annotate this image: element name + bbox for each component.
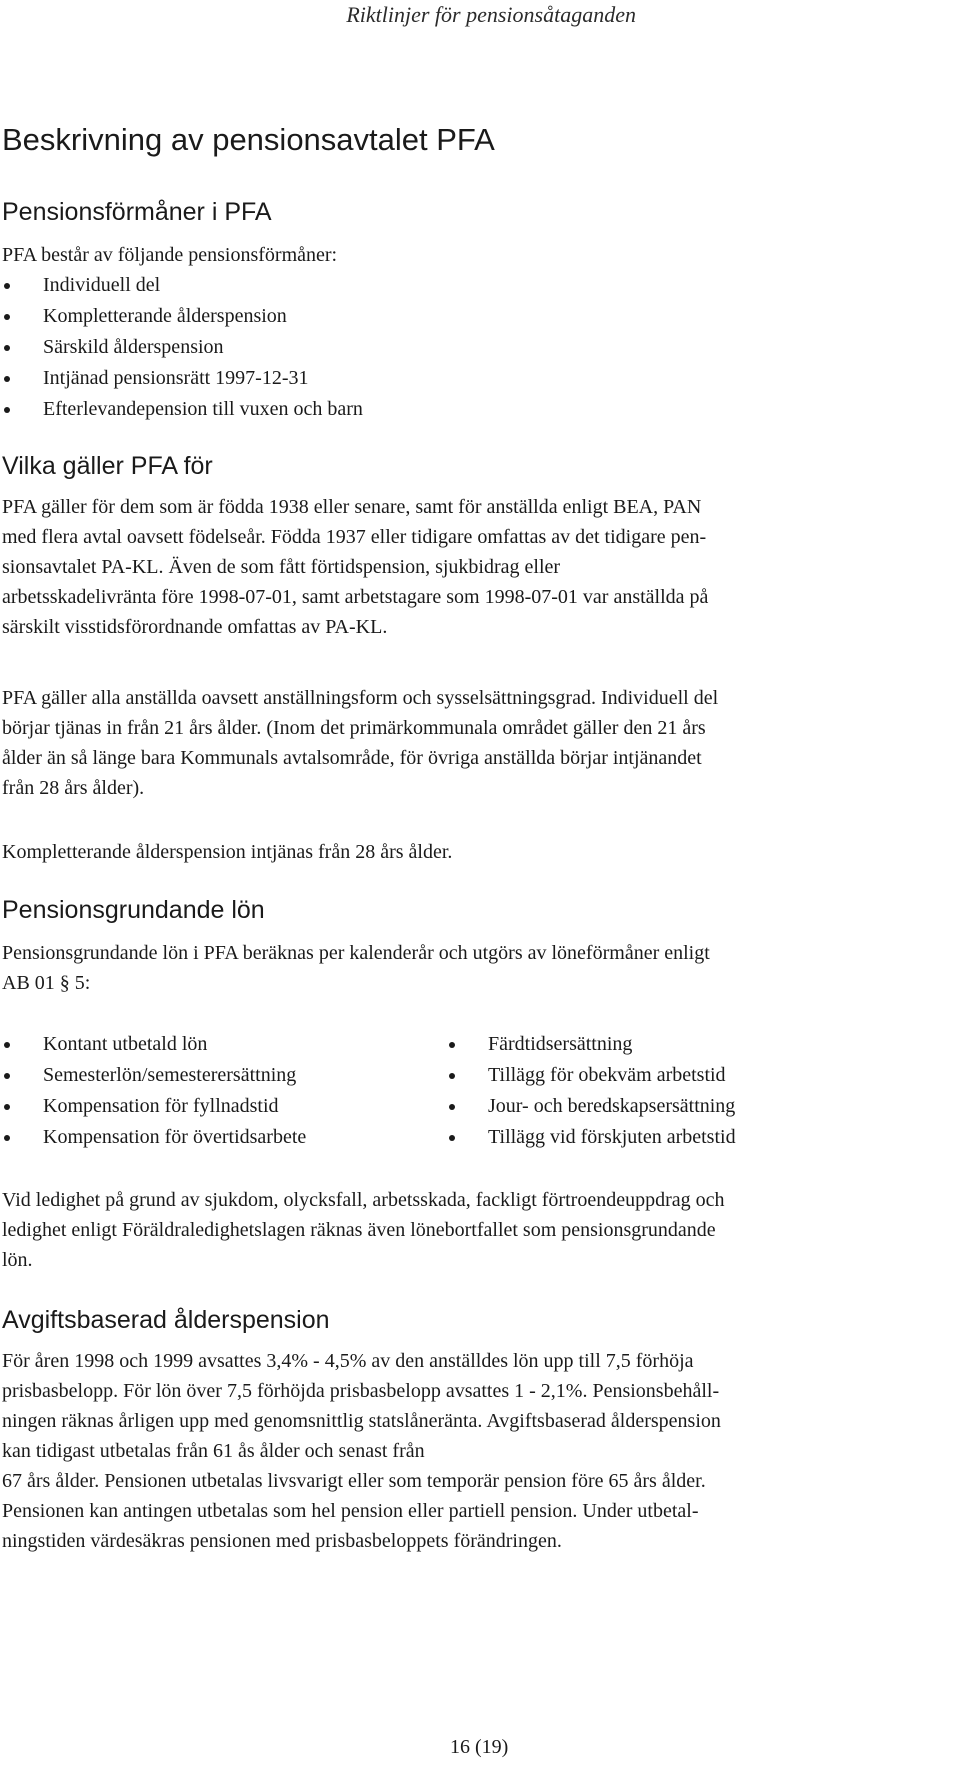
text-line: 67 års ålder. Pensionen utbetalas livsvarigt eller som temporär pension före 65 års ålder. [2, 1470, 706, 1492]
list-item: Intjänad pensionsrätt 1997-12-31 [2, 363, 947, 394]
coverage-paragraph-3 [2, 837, 947, 867]
text-line: PFA gäller för dem som är födda 1938 eller senare, samt för anställda enligt BEA, PAN [2, 496, 702, 518]
list-item: Kompletterande ålderspension [2, 301, 947, 332]
bullet-icon [4, 345, 10, 351]
coverage-paragraph-1 [2, 492, 947, 642]
list-item: Semesterlön/semesterersättning [2, 1060, 306, 1091]
benefits-intro: PFA består av följande pensionsförmåner: [2, 244, 338, 266]
text-line: Vid ledighet på grund av sjukdom, olycksfall, arbetsskada, fackligt förtroendeuppdrag och [2, 1189, 725, 1211]
list-item: Individuell del [2, 270, 947, 301]
text-line: lön. [2, 1249, 33, 1271]
section-heading-salary: Pensionsgrundande lön [2, 896, 265, 924]
list-item: Kontant utbetald lön [2, 1029, 306, 1060]
list-item: Tillägg för obekväm arbetstid [447, 1060, 736, 1091]
text-line: Kompletterande ålderspension intjänas från 28 års ålder. [2, 841, 453, 863]
text-line: ledighet enligt Föräldraledighetslagen räknas även lönebortfallet som pensionsgrundande [2, 1219, 716, 1241]
section-heading-coverage: Vilka gäller PFA för [2, 452, 213, 480]
page-title: Beskrivning av pensionsavtalet PFA [2, 122, 495, 157]
section-heading-benefits: Pensionsförmåner i PFA [2, 198, 272, 226]
list-item: Färdtidsersättning [447, 1029, 736, 1060]
running-header: Riktlinjer för pensionsåtaganden [346, 2, 636, 27]
salary-list-left [2, 1029, 306, 1153]
benefits-list [2, 270, 947, 425]
section-heading-fee-based: Avgiftsbaserad ålderspension [2, 1306, 330, 1334]
bullet-icon [4, 283, 10, 289]
bullet-icon [4, 314, 10, 320]
list-item: Efterlevandepension till vuxen och barn [2, 394, 947, 425]
salary-intro [2, 938, 947, 998]
bullet-icon [449, 1104, 455, 1110]
list-item: Kompensation för fyllnadstid [2, 1091, 306, 1122]
text-line: PFA gäller alla anställda oavsett anställningsform och sysselsättningsgrad. Individuell del [2, 687, 719, 709]
text-line: kan tidigast utbetalas från 61 ås ålder och senast från [2, 1440, 425, 1462]
list-item: Jour- och beredskapsersättning [447, 1091, 736, 1122]
bullet-icon [4, 407, 10, 413]
text-line: från 28 års ålder). [2, 777, 145, 799]
text-line: med flera avtal oavsett födelseår. Födda 1937 eller tidigare omfattas av det tidigare pen- [2, 526, 707, 548]
text-line: arbetsskadelivränta före 1998-07-01, samt arbetstagare som 1998-07-01 var anställda på [2, 586, 709, 608]
text-line: ningen räknas årligen upp med genomsnittlig statslåneränta. Avgiftsbaserad ålderspension [2, 1410, 721, 1432]
bullet-icon [4, 1042, 10, 1048]
text-line: För åren 1998 och 1999 avsattes 3,4% - 4,5% av den anställdes lön upp till 7,5 förhöja [2, 1350, 694, 1372]
list-item: Särskild ålderspension [2, 332, 947, 363]
text-line: Pensionen kan antingen utbetalas som hel pension eller partiell pension. Under utbetal- [2, 1500, 699, 1522]
list-item: Tillägg vid förskjuten arbetstid [447, 1122, 736, 1153]
text-line: ningstiden värdesäkras pensionen med prisbasbeloppets förändringen. [2, 1530, 562, 1552]
text-line: börjar tjänas in från 21 års ålder. (Inom det primärkommunala området gäller den 21 års [2, 717, 706, 739]
text-line: särskilt visstidsförordnande omfattas av PA-KL. [2, 616, 388, 638]
text-line: prisbasbelopp. För lön över 7,5 förhöjda prisbasbelopp avsattes 1 - 2,1%. Pensionsbehåll- [2, 1380, 720, 1402]
text-line: sionsavtalet PA-KL. Även de som fått förtidspension, sjukbidrag eller [2, 556, 561, 578]
fee-based-paragraph [2, 1346, 947, 1556]
bullet-icon [4, 376, 10, 382]
text-line: Pensionsgrundande lön i PFA beräknas per kalenderår och utgörs av löneförmåner enligt [2, 942, 710, 964]
salary-outro [2, 1185, 947, 1275]
list-item: Kompensation för övertidsarbete [2, 1122, 306, 1153]
bullet-icon [449, 1073, 455, 1079]
salary-list-right [447, 1029, 736, 1153]
bullet-icon [449, 1135, 455, 1141]
bullet-icon [4, 1104, 10, 1110]
bullet-icon [4, 1073, 10, 1079]
bullet-icon [449, 1042, 455, 1048]
text-line: ålder än så länge bara Kommunals avtalsområde, för övriga anställda börjar intjänandet [2, 747, 702, 769]
coverage-paragraph-2 [2, 683, 947, 803]
text-line: AB 01 § 5: [2, 972, 91, 994]
bullet-icon [4, 1135, 10, 1141]
page-number: 16 (19) [450, 1736, 509, 1758]
